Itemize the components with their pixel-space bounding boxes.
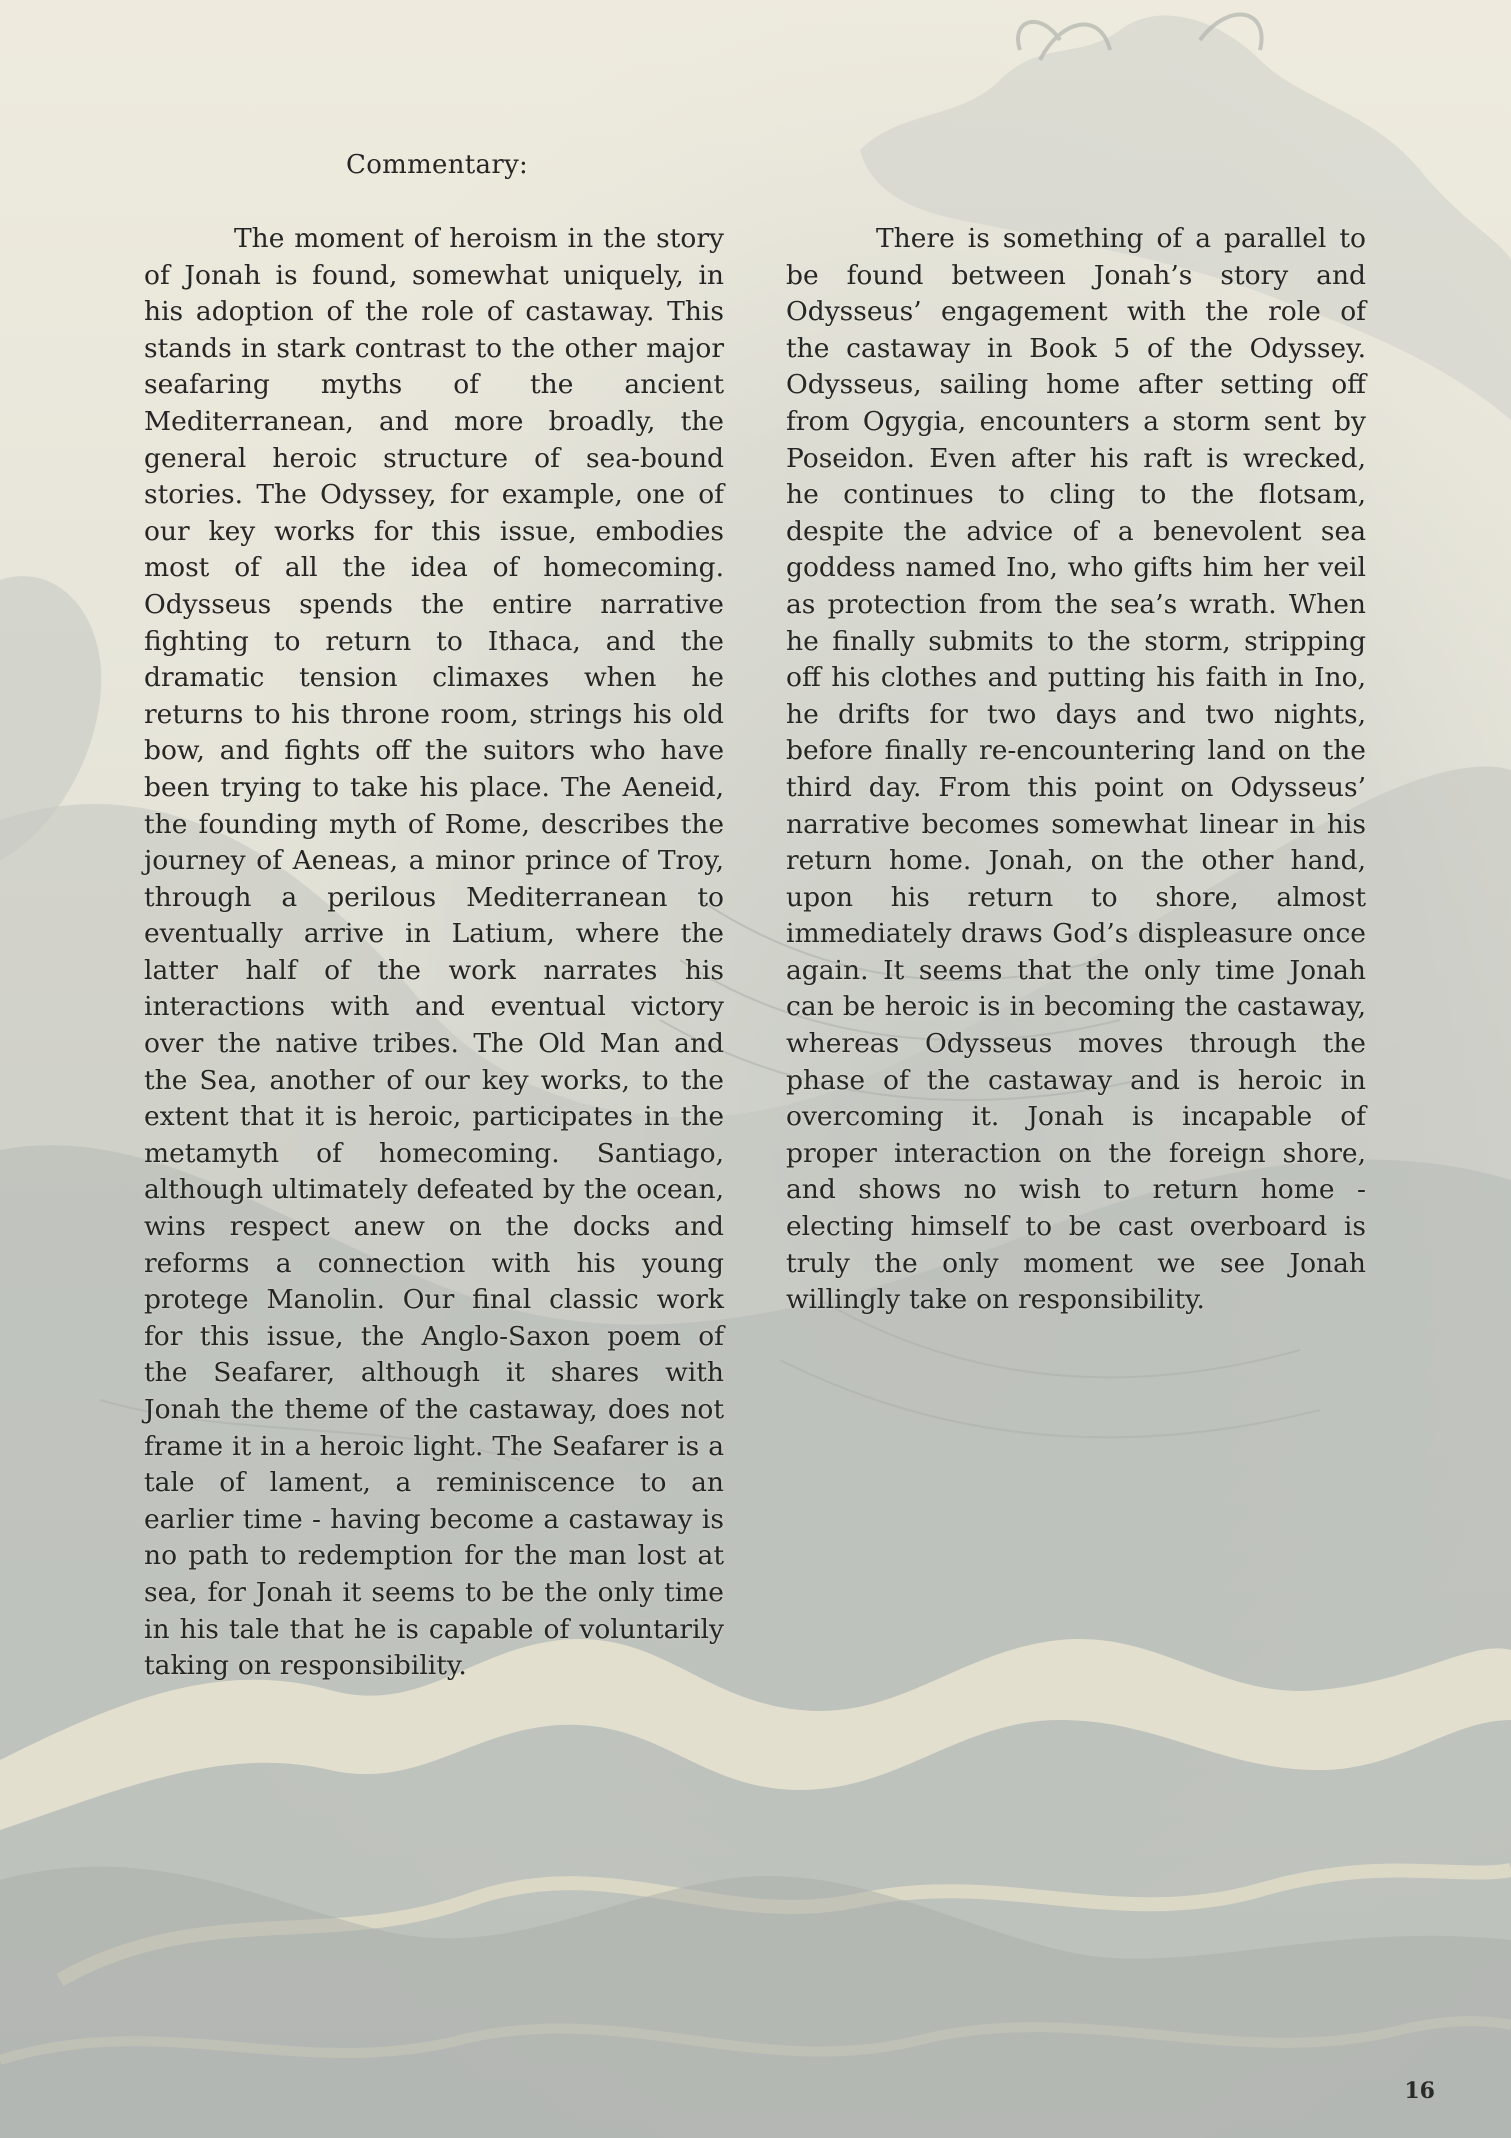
left-column bbox=[144, 221, 724, 1685]
right-column bbox=[786, 221, 1366, 1319]
left-paragraph: The moment of heroism in the story of Jonah is found, somewhat uniquely, in his adoption of the role of castaway. This stands in stark contrast to the other major seafaring myths of the ancient Mediterranean, and more broadly, the general heroic structure of sea-bound stories. The Odyssey, for example, one of our key works for this issue, embodies most of all the idea of homecoming. Odysseus spends the entire narrative fighting to return to Ithaca, and the dramatic tension climaxes when he returns to his throne room, strings his old bow, and fights off the suitors who have been trying to take his place. The Aeneid, the founding myth of Rome, describes the journey of Aeneas, a minor prince of Troy, through a perilous Mediterranean to eventually arrive in Latium, where the latter half of the work narrates his interactions with and eventual victory over the native tribes. The Old Man and the Sea, another of our key works, to the extent that it is heroic, participates in the metamyth of homecoming. Santiago, although ultimately defeated by the ocean, wins respect anew on the docks and reforms a connection with his young protege Manolin. Our final classic work for this issue, the Anglo-Saxon poem of the Seafarer, although it shares with Jonah the theme of the castaway, does not frame it in a heroic light. The Seafarer is a tale of lament, a reminiscence to an earlier time - having become a castaway is no path to redemption for the man lost at sea, for Jonah it seems to be the only time in his tale that he is capable of voluntarily taking on responsibility. bbox=[144, 223, 724, 1682]
page-heading: Commentary: bbox=[346, 150, 529, 180]
right-paragraph: There is something of a parallel to be found between Jonah’s story and Odysseus’ engagement with the role of the castaway in Book 5 of the Odyssey. Odysseus, sailing home after setting off from Ogygia, encounters a storm sent by Poseidon. Even after his raft is wrecked, he continues to cling to the flotsam, despite the advice of a benevolent sea goddess named Ino, who gifts him her veil as protection from the sea’s wrath. When he finally submits to the storm, stripping off his clothes and putting his faith in Ino, he drifts for two days and two nights, before finally re-encountering land on the third day. From this point on Odysseus’ narrative becomes somewhat linear in his return home. Jonah, on the other hand, upon his return to shore, almost immediately draws God’s displeasure once again. It seems that the only time Jonah can be heroic is in becoming the castaway, whereas Odysseus moves through the phase of the castaway and is heroic in overcoming it. Jonah is incapable of proper interaction on the foreign shore, and shows no wish to return home - electing himself to be cast overboard is truly the only moment we see Jonah willingly take on responsibility. bbox=[786, 223, 1366, 1316]
page-number: 16 bbox=[1404, 2078, 1435, 2104]
